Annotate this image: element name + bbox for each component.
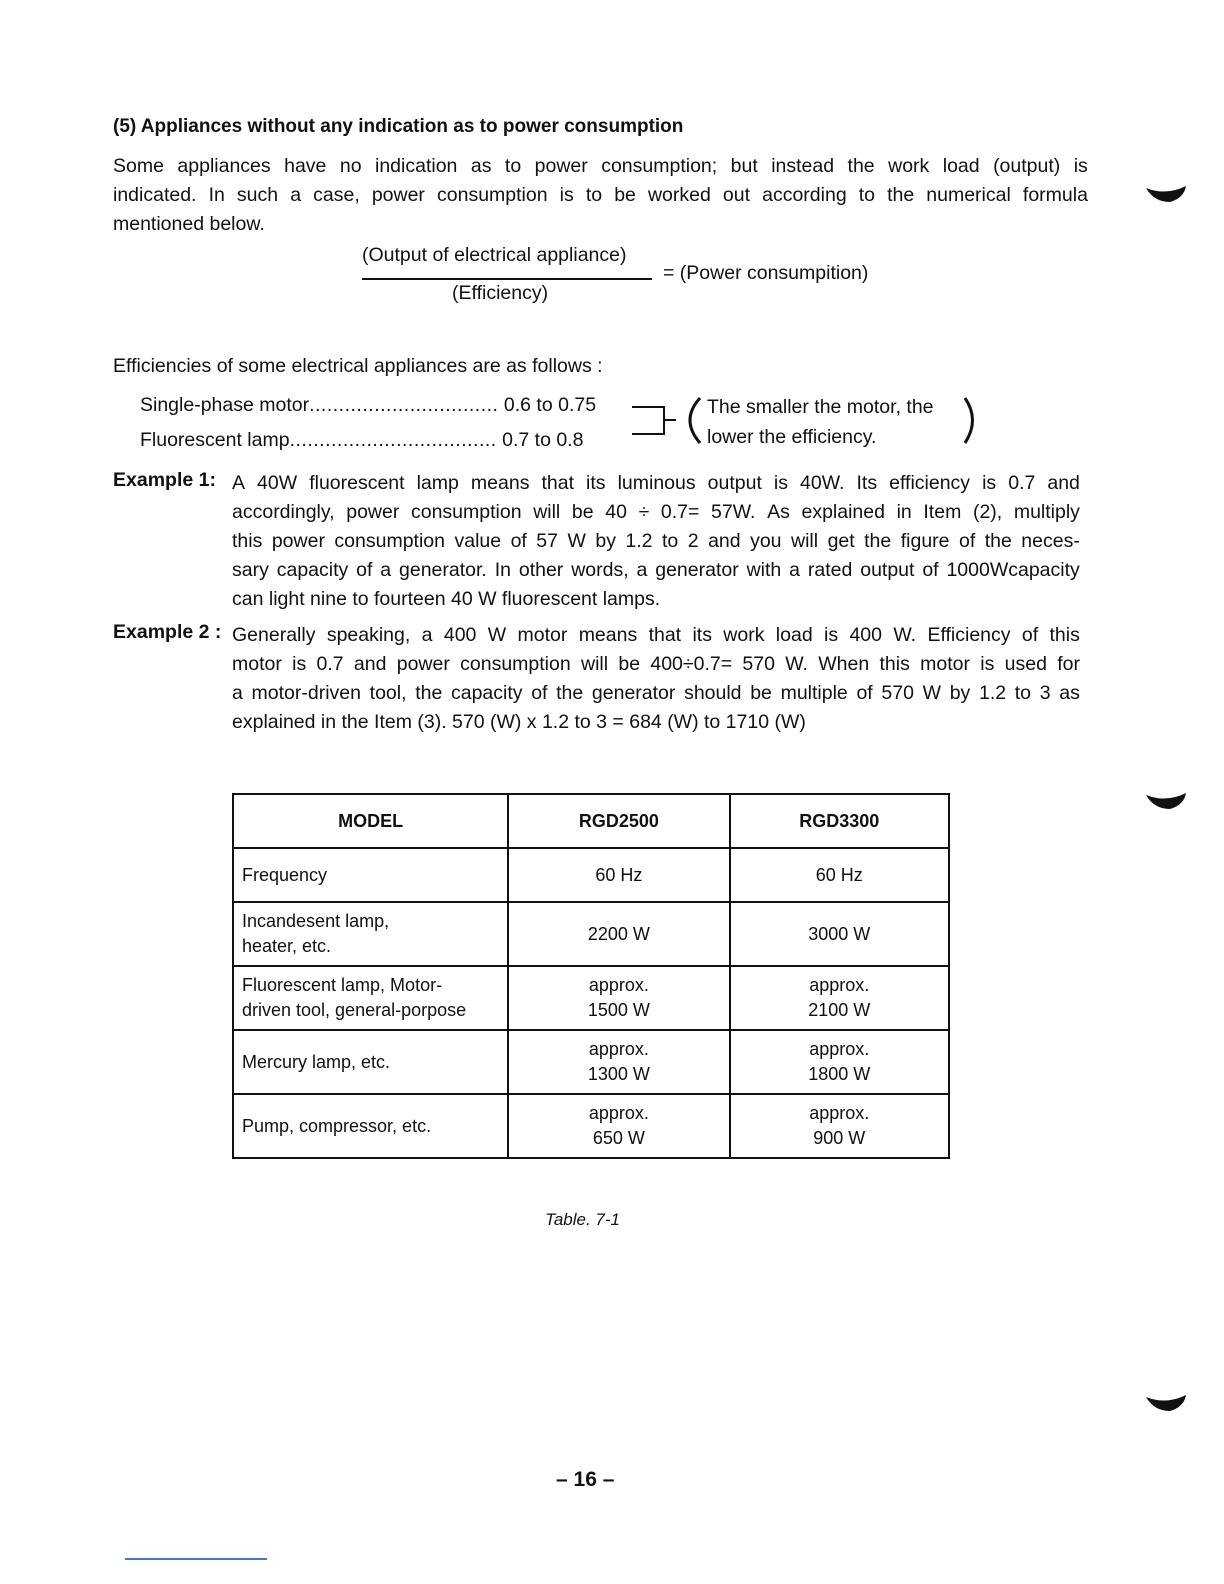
rgd2500-value: 60 Hz <box>508 848 729 902</box>
example-line: accordingly, power consumption will be 40 ÷ 0.7= 57W. As explained in Item (2), multiply <box>232 501 1080 523</box>
efficiency-row-lamp <box>140 429 583 452</box>
intro-line: mentioned below. <box>113 213 265 235</box>
header-model: MODEL <box>233 794 508 848</box>
intro-line: indicated. In such a case, power consumption is to be worked out according to the numerical formula <box>113 184 1088 206</box>
example-2-label: Example 2 : <box>113 621 222 643</box>
rgd2500-value: approx. 650 W <box>508 1094 729 1158</box>
power-capacity-table <box>232 793 950 1159</box>
example-2-body <box>232 621 1080 737</box>
example-line: sary capacity of a generator. In other words, a generator with a rated output of 1000Wcapacity <box>232 559 1080 581</box>
rgd2500-value: 2200 W <box>508 902 729 966</box>
efficiency-name: Single-phase motor <box>140 394 310 416</box>
example-line: Generally speaking, a 400 W motor means that its work load is 400 W. Efficiency of this <box>232 624 1080 646</box>
header-rgd3300: RGD3300 <box>730 794 949 848</box>
leader-dots: ................................... <box>289 429 497 451</box>
efficiency-value: 0.7 to 0.8 <box>502 429 584 451</box>
table-row <box>233 1094 949 1158</box>
row-label: Mercury lamp, etc. <box>233 1030 508 1094</box>
formula-denominator: (Efficiency) <box>452 282 549 304</box>
rgd2500-value: approx. 1300 W <box>508 1030 729 1094</box>
formula-fraction-bar <box>362 278 652 280</box>
table-row <box>233 966 949 1030</box>
table-row <box>233 848 949 902</box>
efficiency-intro: Efficiencies of some electrical appliances are as follows : <box>113 355 603 377</box>
table-row <box>233 1030 949 1094</box>
row-label: Incandesent lamp, heater, etc. <box>233 902 508 966</box>
row-label: Pump, compressor, etc. <box>233 1094 508 1158</box>
example-1-label: Example 1: <box>113 469 216 491</box>
example-line: this power consumption value of 57 W by 1.2 to 2 and you will get the figure of the neces- <box>232 530 1080 552</box>
row-label: Frequency <box>233 848 508 902</box>
binding-tab-mark <box>1146 793 1188 811</box>
example-line: motor is 0.7 and power consumption will be 400÷0.7= 570 W. When this motor is used for <box>232 653 1080 675</box>
example-line: a motor-driven tool, the capacity of the generator should be multiple of 570 W by 1.2 to 3 as <box>232 682 1080 704</box>
rgd3300-value: 60 Hz <box>730 848 949 902</box>
formula-result: = (Power consumpition) <box>663 262 869 284</box>
example-1-body <box>232 469 1080 614</box>
section-heading: (5) Appliances without any indication as to power consumption <box>113 116 684 137</box>
example-line: can light nine to fourteen 40 W fluorescent lamps. <box>232 588 661 610</box>
footer-rule <box>125 1558 267 1560</box>
table-caption: Table. 7-1 <box>545 1210 620 1229</box>
example-line: A 40W fluorescent lamp means that its luminous output is 40W. Its efficiency is 0.7 and <box>232 472 1080 494</box>
rgd3300-value: approx. 2100 W <box>730 966 949 1030</box>
intro-line: Some appliances have no indication as to power consumption; but instead the work load (output) is <box>113 155 1088 177</box>
efficiency-note-line: lower the efficiency. <box>707 426 877 448</box>
formula-numerator: (Output of electrical appliance) <box>362 244 627 266</box>
efficiency-name: Fluorescent lamp <box>140 429 290 451</box>
rgd3300-value: approx. 900 W <box>730 1094 949 1158</box>
leader-dots: ................................ <box>309 394 499 416</box>
binding-tab-mark <box>1146 1395 1188 1413</box>
efficiency-row-motor <box>140 394 596 417</box>
rgd3300-value: 3000 W <box>730 902 949 966</box>
table-header-row <box>233 794 949 848</box>
intro-paragraph <box>113 152 1088 239</box>
rgd2500-value: approx. 1500 W <box>508 966 729 1030</box>
example-line: explained in the Item (3). 570 (W) x 1.2 to 3 = 684 (W) to 1710 (W) <box>232 711 806 733</box>
table-row <box>233 902 949 966</box>
page-number: – 16 – <box>556 1468 615 1491</box>
rgd3300-value: approx. 1800 W <box>730 1030 949 1094</box>
efficiency-value: 0.6 to 0.75 <box>503 394 597 416</box>
header-rgd2500: RGD2500 <box>508 794 729 848</box>
binding-tab-mark <box>1146 186 1188 204</box>
row-label: Fluorescent lamp, Motor- driven tool, general-porpose <box>233 966 508 1030</box>
efficiency-note-line: The smaller the motor, the <box>707 396 934 418</box>
